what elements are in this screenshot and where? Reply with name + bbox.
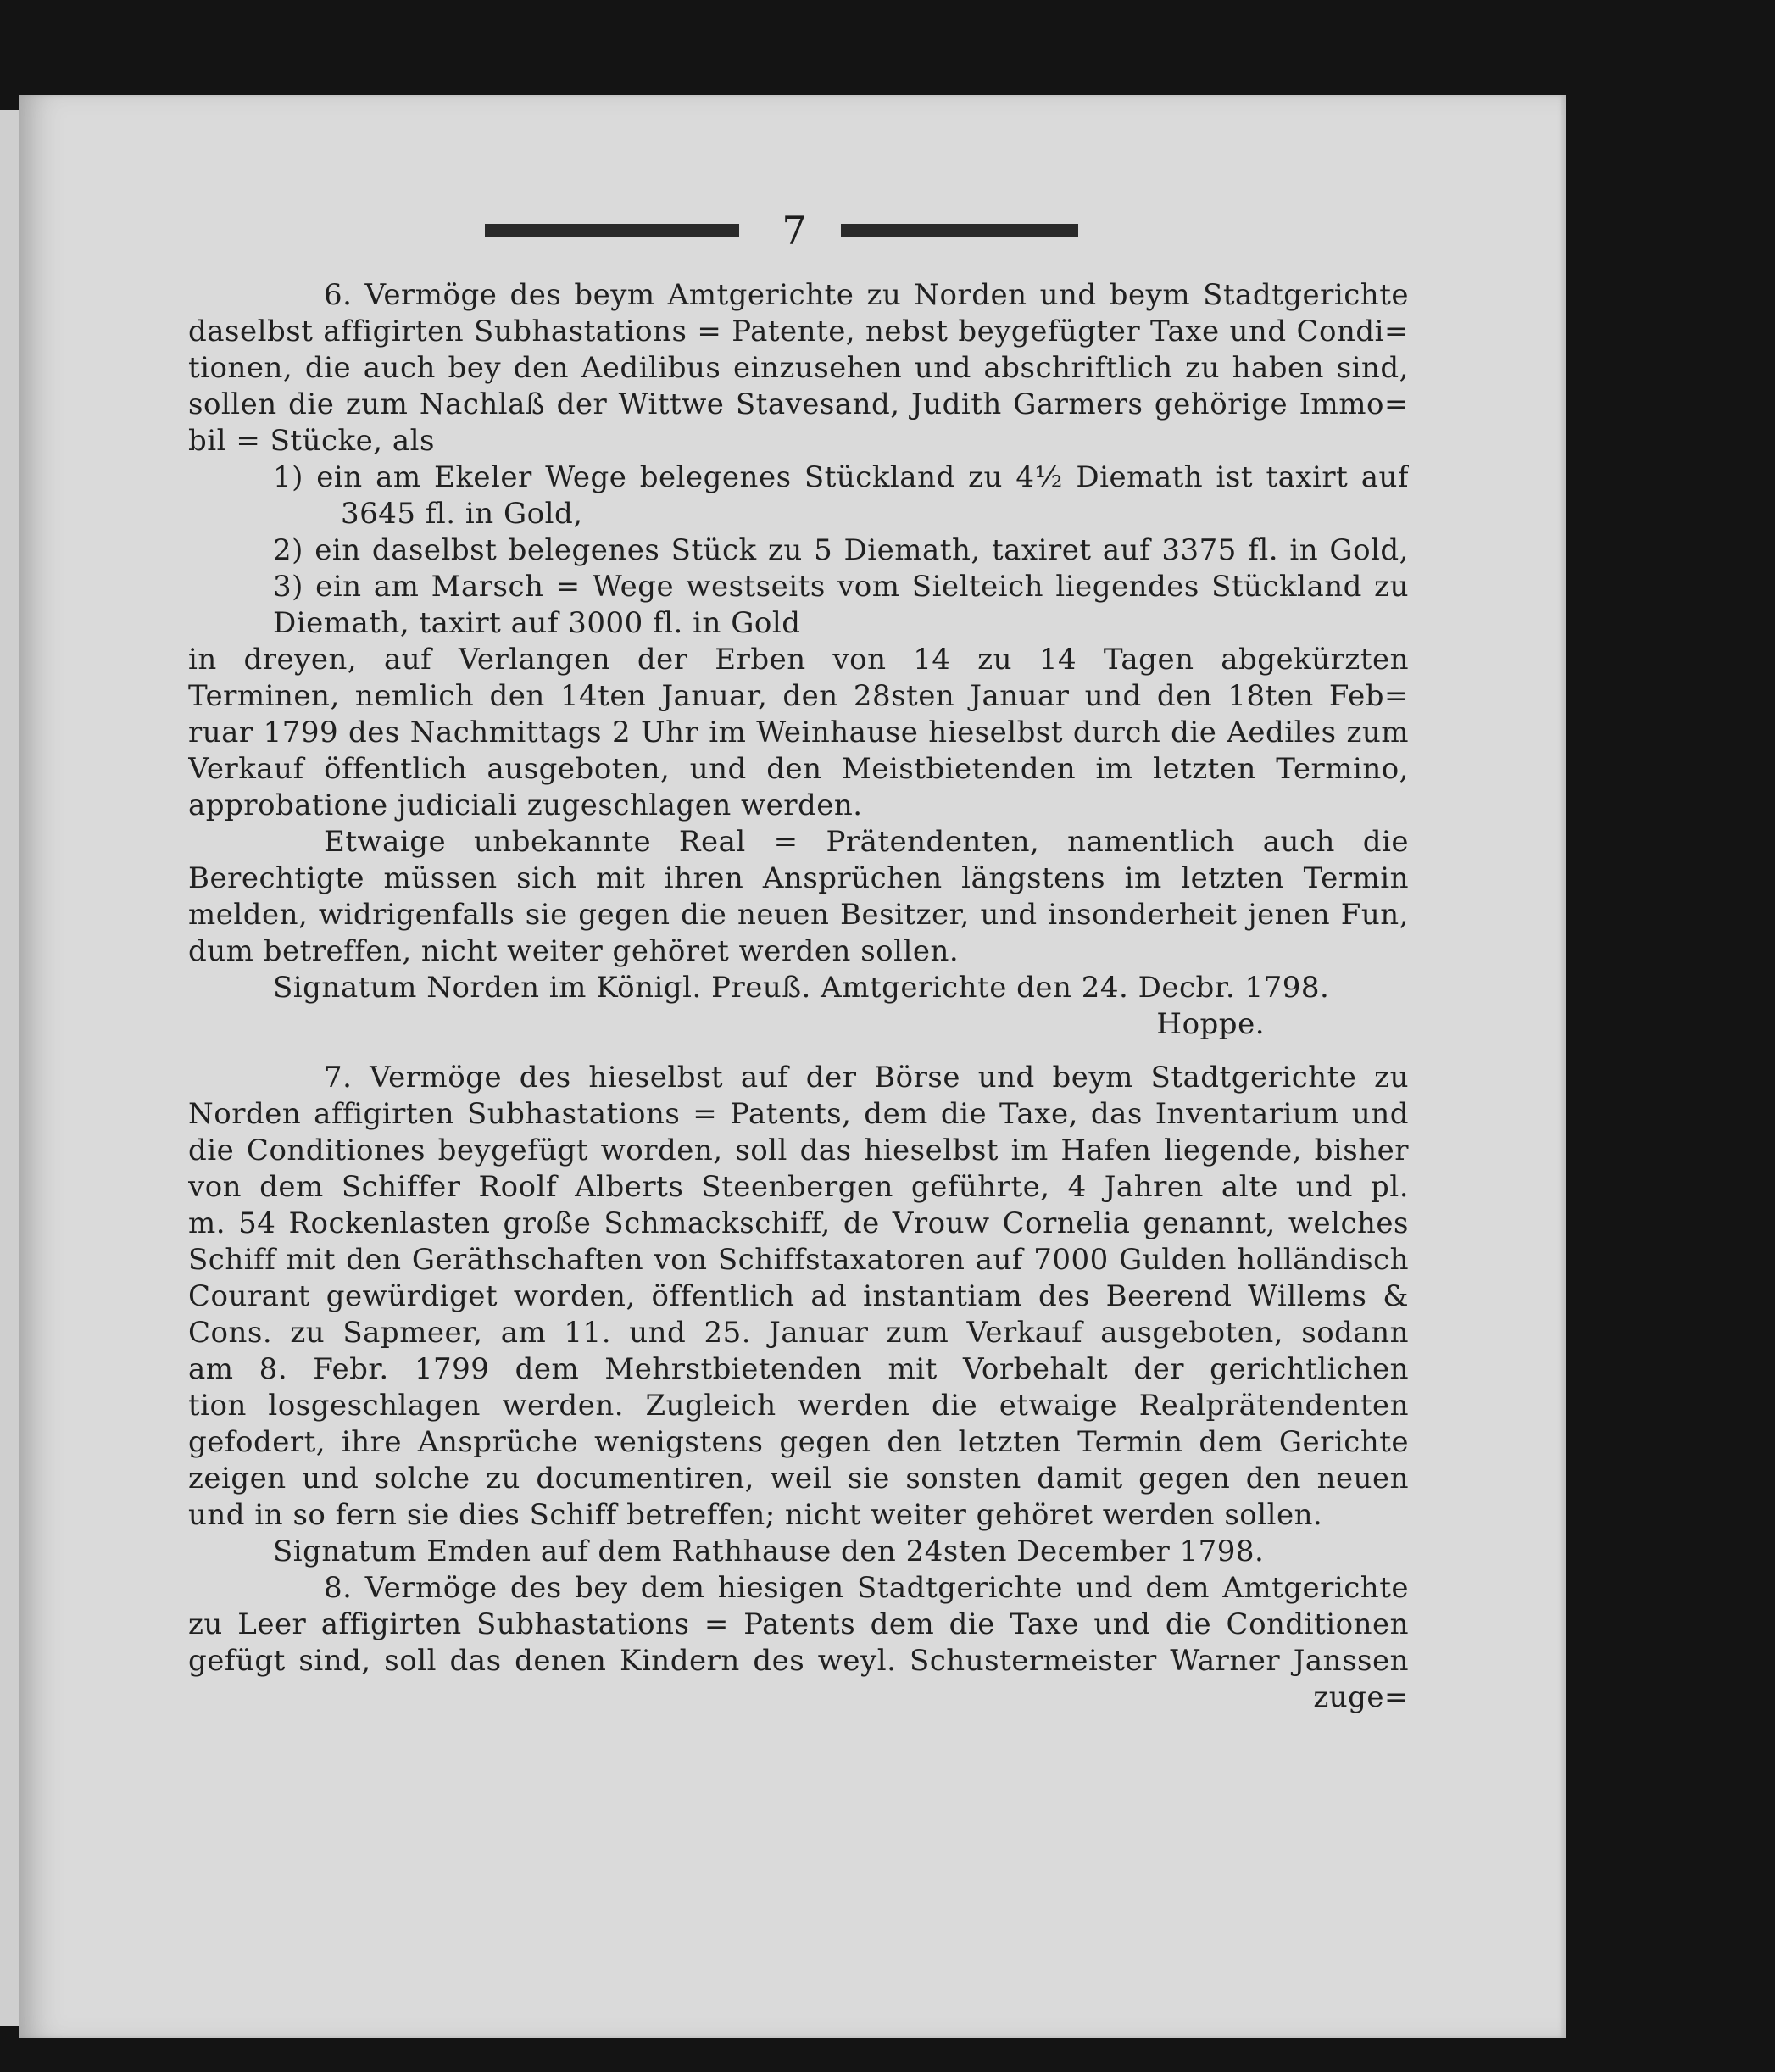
text-line: in dreyen, auf Verlangen der Erben von 14 zu 14 Tagen abgekürzten (188, 643, 1409, 677)
text-line: Norden affigirten Subhastations = Patents, dem die Taxe, das Inventarium und (188, 1097, 1409, 1131)
text-line: Schiff mit den Geräthschaften von Schiffstaxatoren auf 7000 Gulden holländisch (188, 1243, 1409, 1277)
text-line: ruar 1799 des Nachmittags 2 Uhr im Weinhause hieselbst durch die Aediles zum (188, 716, 1409, 749)
facing-page-edge (0, 110, 19, 2026)
text-line: bil = Stücke, als (188, 424, 435, 458)
signature-line: Signatum Norden im Königl. Preuß. Amtgerichte den 24. Decbr. 1798. (273, 971, 1330, 1005)
text-line: 8. Vermöge des bey dem hiesigen Stadtgerichte und dem Amtgerichte (324, 1571, 1409, 1605)
text-line: zeigen und solche zu documentiren, weil sie sonsten damit gegen den neuen (188, 1462, 1409, 1496)
text-line: und in so fern sie dies Schiff betreffen; nicht weiter gehöret werden sollen. (188, 1498, 1323, 1532)
text-line: von dem Schiffer Roolf Alberts Steenbergen geführte, 4 Jahren alte und pl. (188, 1170, 1409, 1204)
text-line: tionen, die auch bey den Aedilibus einzusehen und abschriftlich zu haben sind, (188, 351, 1409, 385)
signature-line: Signatum Emden auf dem Rathhause den 24sten December 1798. (273, 1535, 1265, 1568)
list-item: 2) ein daselbst belegenes Stück zu 5 Diemath, taxiret auf 3375 fl. in Gold, (273, 533, 1409, 567)
text-line: 7. Vermöge des hieselbst auf der Börse und beym Stadtgerichte zu (324, 1061, 1409, 1094)
text-line: Cons. zu Sapmeer, am 11. und 25. Januar zum Verkauf ausgeboten, sodann (188, 1316, 1409, 1350)
signatory-name: Hoppe. (1156, 1007, 1265, 1041)
text-line: melden, widrigenfalls sie gegen die neuen Besitzer, und insonderheit jenen Fun, (188, 898, 1409, 932)
header-rule-left (485, 224, 739, 237)
header-rule-right (841, 224, 1078, 237)
page-number: 7 (782, 208, 807, 253)
list-item: 1) ein am Ekeler Wege belegenes Stückland zu 4½ Diemath ist taxirt auf (273, 460, 1409, 494)
catchword: zuge= (1313, 1680, 1409, 1714)
text-line: sollen die zum Nachlaß der Wittwe Stavesand, Judith Garmers gehörige Immo= (188, 387, 1409, 421)
text-line: tion losgeschlagen werden. Zugleich werden die etwaige Realprätendenten (188, 1389, 1409, 1423)
text-line: die Conditiones beygefügt worden, soll das hieselbst im Hafen liegende, bisher (188, 1133, 1409, 1167)
list-item: 3) ein am Marsch = Wege westseits vom Sielteich liegendes Stückland zu (273, 570, 1409, 604)
text-line: m. 54 Rockenlasten große Schmackschiff, de Vrouw Cornelia genannt, welches (188, 1206, 1409, 1240)
text-line: gefodert, ihre Ansprüche wenigstens gegen den letzten Termin dem Gerichte (188, 1425, 1409, 1459)
section-gap (188, 1043, 1409, 1060)
text-line: Terminen, nemlich den 14ten Januar, den 28sten Januar und den 18ten Feb= (188, 679, 1409, 713)
text-line: Verkauf öffentlich ausgeboten, und den Meistbietenden im letzten Termino, (188, 752, 1409, 786)
text-line: gefügt sind, soll das denen Kindern des weyl. Schustermeister Warner Janssen (188, 1644, 1409, 1678)
text-line: approbatione judiciali zugeschlagen werden. (188, 788, 863, 822)
text-line: Berechtigte müssen sich mit ihren Ansprüchen längstens im letzten Termin (188, 861, 1409, 895)
body-text (188, 277, 1409, 1716)
text-line: Etwaige unbekannte Real = Prätendenten, namentlich auch die (324, 825, 1409, 859)
text-line: Courant gewürdiget worden, öffentlich ad instantiam des Beerend Willems & (188, 1279, 1409, 1313)
text-line: Diemath, taxirt auf 3000 fl. in Gold (273, 606, 801, 640)
text-line: 6. Vermöge des beym Amtgerichte zu Norden und beym Stadtgerichte (324, 278, 1409, 312)
page-header (442, 205, 1121, 256)
text-line: zu Leer affigirten Subhastations = Patents dem die Taxe und die Conditionen (188, 1607, 1409, 1641)
text-line: 3645 fl. in Gold, (341, 497, 583, 531)
book-page (19, 95, 1566, 2038)
text-line: am 8. Febr. 1799 dem Mehrstbietenden mit Vorbehalt der gerichtlichen (188, 1352, 1409, 1386)
text-line: dum betreffen, nicht weiter gehöret werden sollen. (188, 934, 960, 968)
text-line: daselbst affigirten Subhastations = Patente, nebst beygefügter Taxe und Condi= (188, 315, 1409, 348)
